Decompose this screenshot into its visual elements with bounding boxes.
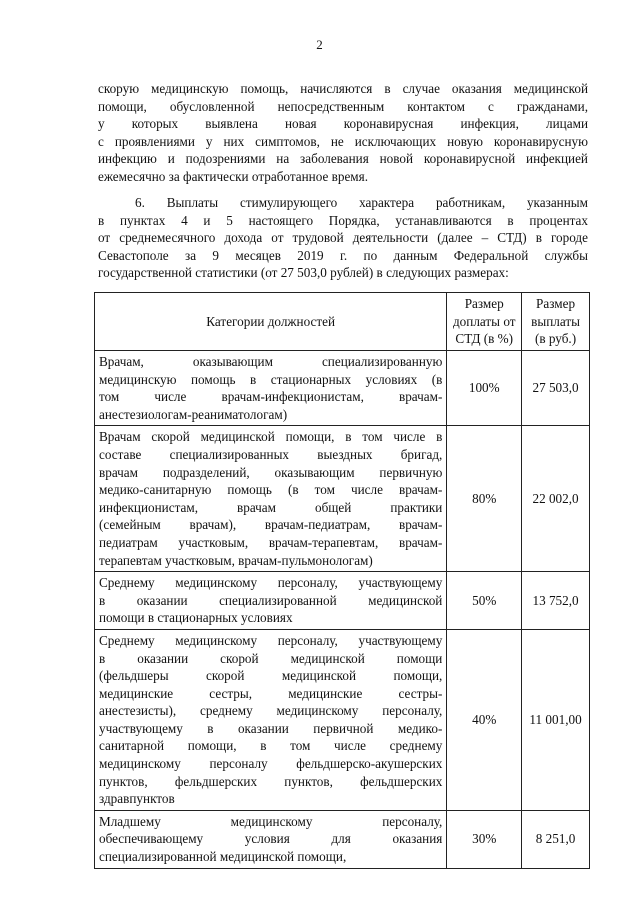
- category-line: медицинские сестры, медицинские сестры-: [99, 685, 443, 701]
- category-line: медицинскую помощь в стационарных условиях (в: [99, 371, 443, 387]
- table-header-row: [95, 293, 590, 351]
- category-line: анестезиологам-реаниматологам): [99, 406, 288, 422]
- text-line: в пунктах 4 и 5 настоящего Порядка, устанавливаются в процентах: [98, 212, 588, 228]
- payments-table: [94, 292, 590, 869]
- text-line: ежемесячно за фактически отработанное время.: [98, 168, 369, 184]
- header-line: СТД (в %): [455, 331, 514, 347]
- category-line: терапевтам участковым, врачам-пульмонологам): [99, 552, 373, 568]
- category-line: врачам подразделений, оказывающим первичную: [99, 464, 443, 480]
- table-row: [95, 426, 590, 572]
- category-line: санитарной помощи, в том числе среднему: [99, 738, 443, 754]
- category-cell: [95, 426, 447, 572]
- category-cell: [95, 629, 447, 810]
- category-line: Среднему медицинскому персоналу, участвующему: [99, 575, 443, 591]
- amount-cell: 13 752,0: [522, 572, 590, 630]
- category-line: специализированной медицинской помощи,: [99, 849, 347, 865]
- paragraph-2: [98, 194, 588, 282]
- percent-cell: 40%: [447, 629, 522, 810]
- text-line: от среднемесячного дохода от трудовой деятельности (далее – СТД) в городе: [98, 230, 588, 246]
- category-cell: [95, 810, 447, 868]
- header-line: доплаты от: [452, 313, 516, 329]
- category-line: обеспечивающему условия для оказания: [99, 831, 443, 847]
- header-line: Размер: [464, 296, 504, 312]
- header-percent: [447, 293, 522, 351]
- category-line: в оказании специализированной медицинской: [99, 592, 443, 608]
- amount-cell: 8 251,0: [522, 810, 590, 868]
- amount-cell: 11 001,00: [522, 629, 590, 810]
- text-line: Севастополе за 9 месяцев 2019 г. по данным Федеральной службы: [98, 247, 588, 263]
- text-line: 6. Выплаты стимулирующего характера работникам, указанным: [135, 195, 588, 210]
- percent-cell: 80%: [447, 426, 522, 572]
- percent-cell: 30%: [447, 810, 522, 868]
- amount-cell: 22 002,0: [522, 426, 590, 572]
- category-line: педиатрам участковым, врачам-терапевтам, врачам-: [99, 534, 443, 550]
- category-line: составе специализированных выездных бригад,: [99, 446, 443, 462]
- header-line: (в руб.): [534, 331, 577, 347]
- category-line: Младшему медицинскому персоналу,: [99, 813, 443, 829]
- category-line: помощи в стационарных условиях: [99, 610, 293, 626]
- table-row: [95, 572, 590, 630]
- category-line: анестезисты), среднему медицинскому персоналу,: [99, 703, 443, 719]
- amount-cell: 27 503,0: [522, 351, 590, 426]
- text-line: у которых выявлена новая коронавирусная инфекция, лицами: [98, 116, 588, 132]
- table-row: [95, 351, 590, 426]
- table-body: [95, 351, 590, 869]
- text-line: государственной статистики (от 27 503,0 рублей) в следующих размерах:: [98, 265, 509, 281]
- category-line: в оказании скорой медицинской помощи: [99, 650, 443, 666]
- text-line: помощи, обусловленной непосредственным контактом с гражданами,: [98, 98, 588, 114]
- header-line: Размер: [536, 296, 576, 312]
- table-row: [95, 810, 590, 868]
- category-cell: [95, 351, 447, 426]
- category-line: (фельдшеры скорой медицинской помощи,: [99, 668, 443, 684]
- category-line: пунктов, фельдшерских пунктов, фельдшерских: [99, 773, 443, 789]
- paragraph-1: [98, 80, 588, 186]
- header-amount: [522, 293, 590, 351]
- category-line: участвующему в оказании первичной медико-: [99, 720, 443, 736]
- category-line: том числе врачам-инфекционистам, врачам-: [99, 389, 443, 405]
- text-line: инфекцию и подозрениями на заболевания новой коронавирусной инфекцией: [98, 151, 588, 167]
- header-category: Категории должностей: [95, 293, 447, 351]
- percent-cell: 100%: [447, 351, 522, 426]
- category-line: медицинскому персоналу фельдшерско-акушерских: [99, 756, 443, 772]
- category-line: Врачам скорой медицинской помощи, в том числе в: [99, 429, 443, 445]
- table-row: [95, 629, 590, 810]
- category-line: (семейным врачам), врачам-педиатрам, врачам-: [99, 517, 443, 533]
- category-line: Врачам, оказывающим специализированную: [99, 354, 443, 369]
- category-line: здравпунктов: [99, 791, 175, 807]
- header-line: выплаты: [531, 313, 580, 329]
- category-cell: [95, 572, 447, 630]
- page-number: 2: [316, 37, 323, 52]
- category-line: инфекционистам, врачам общей практики: [99, 499, 443, 515]
- category-line: Среднему медицинскому персоналу, участвующему: [99, 632, 443, 648]
- category-line: медико-санитарную помощь (в том числе врачам-: [99, 482, 443, 498]
- percent-cell: 50%: [447, 572, 522, 630]
- text-line: с проявлениями у них симптомов, не исключающих новую коронавирусную: [98, 133, 588, 149]
- text-line: скорую медицинскую помощь, начисляются в случае оказания медицинской: [98, 81, 588, 96]
